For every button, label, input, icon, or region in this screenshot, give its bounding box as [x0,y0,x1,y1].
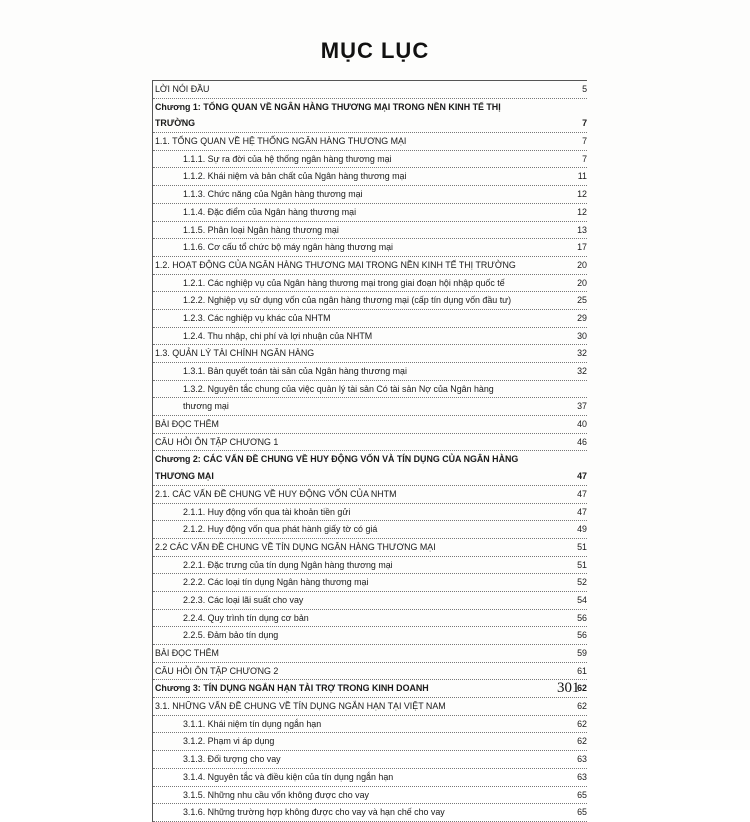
toc-entry [153,275,587,293]
toc-entry-title: Chương 1: TỔNG QUAN VỀ NGÂN HÀNG THƯƠNG MẠI TRONG NỀN KINH TẾ THỊ [155,101,501,112]
toc-entry-title: 1.1.4. Đặc điểm của Ngân hàng thương mại [183,206,357,217]
toc-entry [153,434,587,452]
toc-entry [153,239,587,257]
toc-entry [153,733,587,751]
toc-entry-title: 2.2.5. Đảm bảo tín dụng [183,630,279,641]
page-number: 301 [557,680,580,696]
toc-entry [153,468,587,486]
toc-entry [153,416,587,434]
toc-entry [153,539,587,557]
toc-entry-title: CÂU HỎI ÔN TẬP CHƯƠNG 2 [155,665,279,676]
toc-entry-page: 7 [582,118,587,129]
toc-entry [153,698,587,716]
toc-entry-title: 1.1.5. Phân loại Ngân hàng thương mại [183,224,339,235]
toc-entry [153,328,587,346]
toc-entry-title: 1.3.2. Nguyên tắc chung của việc quản lý tài sản Có tài sản Nợ của Ngân hàng [183,383,494,394]
toc-entry [153,769,587,787]
toc-entry-title: 2.2.2. Các loại tín dụng Ngân hàng thương mại [183,577,369,588]
toc-entry-page: 7 [582,136,587,147]
toc-entry-page: 49 [577,524,587,535]
toc-entry [153,310,587,328]
toc-entry-page: 32 [577,366,587,376]
toc-entry-page: 51 [577,559,587,570]
toc-entry-title: 2.1. CÁC VẤN ĐỀ CHUNG VỀ HUY ĐỘNG VỐN CỦA NHTM [155,488,397,499]
toc-entry [153,680,587,698]
toc-entry-page: 65 [577,789,587,800]
toc-entry-page [583,381,587,398]
toc-entry [153,663,587,681]
toc-entry-page: 65 [577,807,587,818]
toc-entry-page: 7 [582,153,587,164]
toc-entry-page: 12 [577,189,587,200]
toc-entry [153,345,587,363]
toc-entry-title: 2.2.1. Đặc trưng của tín dụng Ngân hàng thương mại [183,559,393,570]
toc-entry [153,610,587,628]
toc-entry-page: 20 [577,277,587,288]
toc-entry [153,787,587,805]
toc-entry-title: 3.1.6. Những trường hợp không được cho vay và hạn chế cho vay [183,807,445,818]
toc-entry-page: 30 [577,330,587,341]
toc-entry-page: 47 [577,488,587,499]
toc-entry-title: CÂU HỎI ÔN TẬP CHƯƠNG 1 [155,436,279,447]
toc-entry-page: 62 [577,736,587,747]
toc-entry-page [583,451,587,468]
toc-entry [153,81,587,99]
toc-entry-page: 63 [577,754,587,765]
toc-entry-page: 47 [577,471,587,482]
toc-entry [153,398,587,416]
toc-entry-page: 62 [577,701,587,712]
toc-entry-title: thương mại [183,401,229,412]
toc-entry-title: 2.1.2. Huy động vốn qua phát hành giấy tờ có giá [183,524,378,535]
toc-entry [153,168,587,186]
toc-entry-page: 61 [577,665,587,676]
toc-entry-page: 62 [577,718,587,729]
toc-entry [153,486,587,504]
toc-entry [153,204,587,222]
toc-entry-title: 1.1.1. Sự ra đời của hệ thống ngân hàng thương mại [183,153,392,164]
toc-entry-title: 3.1. NHỮNG VẤN ĐỀ CHUNG VỀ TÍN DỤNG NGẮN HẠN TẠI VIỆT NAM [155,701,446,712]
toc-entry-title: THƯƠNG MẠI [155,471,214,482]
toc-entry-page: 13 [577,224,587,235]
toc-entry-title: Chương 2: CÁC VẤN ĐỀ CHUNG VỀ HUY ĐỘNG VỐN VÀ TÍN DỤNG CỦA NGÂN HÀNG [155,454,519,465]
toc-entry [153,804,587,822]
toc-entry-page [583,99,587,116]
toc-entry [153,592,587,610]
toc-entry-title: BÀI ĐỌC THÊM [155,419,219,430]
toc-entry-title: 1.1.2. Khái niệm và bản chất của Ngân hàng thương mại [183,171,407,182]
toc-entry [153,363,587,381]
toc-entry [153,521,587,539]
toc-entry-title: Chương 3: TÍN DỤNG NGẮN HẠN TÀI TRỢ TRONG KINH DOANH [155,683,429,694]
toc-entry [153,574,587,592]
toc-entry-title: 1.1.3. Chức năng của Ngân hàng thương mại [183,189,363,200]
toc-entry-page: 20 [577,259,587,270]
toc-entry [153,381,587,399]
toc-entry-title: 2.1.1. Huy động vốn qua tài khoản tiền gửi [183,506,351,517]
toc-entry-page: 29 [577,312,587,323]
toc-entry-title: 2.2.3. Các loại lãi suất cho vay [183,594,304,605]
toc-entry-page: 37 [577,401,587,412]
toc-entry-page: 62 [577,683,587,694]
toc-entry [153,99,587,116]
toc-entry-title: 3.1.4. Nguyên tắc và điều kiện của tín dụng ngắn hạn [183,771,394,782]
toc-entry-title: 2.2 CÁC VẤN ĐỀ CHUNG VỀ TÍN DỤNG NGÂN HÀNG THƯƠNG MẠI [155,541,436,552]
toc-entry-title: LỜI NÓI ĐẦU [155,84,210,94]
toc-entry [153,504,587,522]
toc-entry-page: 54 [577,594,587,605]
toc-entry-title: 3.1.1. Khái niệm tín dụng ngắn hạn [183,718,322,729]
toc-entry-page: 56 [577,612,587,623]
toc-entry-title: 1.2.1. Các nghiệp vụ của Ngân hàng thương mại trong giai đoạn hội nhập quốc tế [183,277,505,288]
toc-entry-page: 52 [577,577,587,588]
toc-entry-title: 1.1.6. Cơ cấu tổ chức bộ máy ngân hàng thương mại [183,242,394,253]
toc-entry-title: 3.1.5. Những nhu cầu vốn không được cho vay [183,789,369,800]
toc-entry [153,716,587,734]
toc-entry-title: 1.2.4. Thu nhập, chi phí và lợi nhuận của NHTM [183,330,373,341]
toc-entry-page: 32 [577,348,587,359]
toc-entry [153,151,587,169]
toc-entry [153,257,587,275]
toc-entry-title: BÀI ĐỌC THÊM [155,648,219,658]
toc-entry-title: 1.2.3. Các nghiệp vụ khác của NHTM [183,312,331,323]
toc-entry [153,451,587,468]
toc-entry-page: 59 [577,648,587,658]
toc-entry [153,751,587,769]
toc-entry-title: 3.1.2. Phạm vi áp dụng [183,736,275,747]
toc-entry [153,186,587,204]
toc-entry [153,292,587,310]
toc-entry [153,645,587,663]
toc-entry-title: 2.2.4. Quy trình tín dụng cơ bản [183,612,309,623]
toc-entry-title: 3.1.3. Đối tượng cho vay [183,754,281,765]
toc-entry-title: 1.2.2. Nghiệp vụ sử dụng vốn của ngân hàng thương mại (cấp tín dụng vốn đầu tư) [183,295,512,306]
toc-entry [153,133,587,151]
toc-entry-page: 63 [577,771,587,782]
toc-entry-title: 1.2. HOẠT ĐỘNG CỦA NGÂN HÀNG THƯƠNG MẠI TRONG NỀN KINH TẾ THỊ TRƯỜNG [155,259,516,270]
toc-entry-page: 12 [577,206,587,217]
toc-entry-page: 5 [582,84,587,94]
toc-entry-page: 46 [577,436,587,447]
toc-entry [153,222,587,240]
toc-entry-title: 1.3.1. Bản quyết toán tài sản của Ngân hàng thương mại [183,366,407,376]
toc-entry-page: 47 [577,506,587,517]
toc-entry [153,627,587,645]
toc-entry-page: 25 [577,295,587,306]
toc-entry-title: 1.1. TỔNG QUAN VỀ HỆ THỐNG NGÂN HÀNG THƯƠNG MẠI [155,136,407,147]
toc-entry-title: 1.3. QUẢN LÝ TÀI CHÍNH NGÂN HÀNG [155,348,315,359]
toc-entry [153,115,587,133]
toc-entry [153,557,587,575]
toc-entry-title: TRƯỜNG [155,118,196,129]
toc-entry-page: 17 [577,242,587,253]
toc-entry-page: 51 [577,541,587,552]
toc-entry-page: 56 [577,630,587,641]
page-title: MỤC LỤC [320,38,430,63]
toc-entry-page: 11 [577,171,587,182]
toc-entry-page: 40 [577,419,587,430]
table-of-contents [152,80,587,822]
